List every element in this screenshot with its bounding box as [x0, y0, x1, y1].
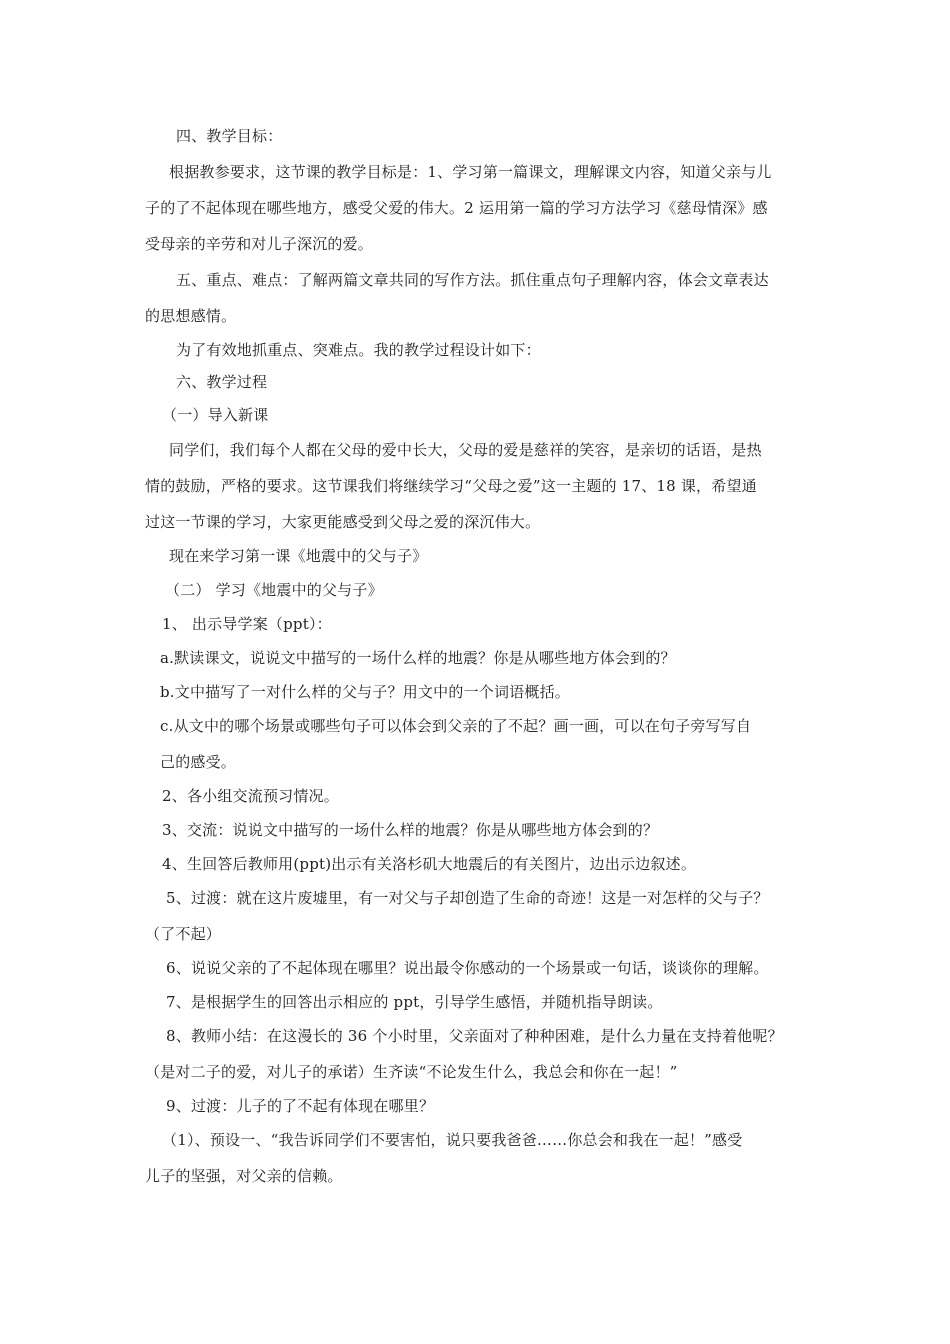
paragraph-line: 子的了不起体现在哪些地方，感受父爱的伟大。2 运用第一篇的学习方法学习《慈母情深》感: [145, 199, 768, 217]
subsection-heading: （一）导入新课: [162, 406, 269, 424]
section-heading-teaching-process: 六、教学过程: [176, 373, 268, 391]
paragraph-line: 的思想感情。: [145, 307, 237, 325]
paragraph-line: 为了有效地抓重点、突难点。我的教学过程设计如下：: [176, 341, 541, 359]
list-item: 6、说说父亲的了不起体现在哪里？说出最令你感动的一个场景或一句话，谈谈你的理解。: [166, 959, 769, 977]
list-item: 2、各小组交流预习情况。: [162, 787, 339, 805]
list-item: 5、过渡：就在这片废墟里，有一对父与子却创造了生命的奇迹！这是一对怎样的父与子？: [166, 889, 769, 907]
paragraph-line: 过这一节课的学习，大家更能感受到父母之爱的深沉伟大。: [145, 513, 541, 531]
list-item: 4、生回答后教师用(ppt)出示有关洛杉矶大地震后的有关图片，边出示边叙述。: [162, 855, 697, 873]
paragraph-line: 同学们，我们每个人都在父母的爱中长大，父母的爱是慈祥的笑容，是亲切的话语，是热: [169, 441, 762, 459]
list-item: 9、过渡：儿子的了不起有体现在哪里？: [166, 1097, 435, 1115]
list-item-continuation: （了不起）: [145, 925, 222, 943]
list-item-continuation: （是对二子的爱，对儿子的承诺）生齐读“不论发生什么，我总会和你在一起！”: [145, 1063, 678, 1081]
paragraph-line: 情的鼓励，严格的要求。这节课我们将继续学习“父母之爱”这一主题的 17、18 课，希望通: [145, 477, 757, 495]
list-item: 3、交流：说说文中描写的一场什么样的地震？你是从哪些地方体会到的？: [162, 821, 659, 839]
list-item: b.文中描写了一对什么样的父与子？用文中的一个词语概括。: [160, 683, 570, 701]
subsection-heading: （二） 学习《地震中的父与子》: [165, 581, 383, 599]
paragraph-line: 受母亲的辛劳和对儿子深沉的爱。: [145, 235, 374, 253]
section-heading-teaching-goals: 四、教学目标：: [176, 127, 283, 145]
list-item-continuation: 己的感受。: [160, 753, 237, 771]
list-item: a.默读课文，说说文中描写的一场什么样的地震？你是从哪些地方体会到的？: [160, 649, 676, 667]
list-item: 8、教师小结：在这漫长的 36 个小时里，父亲面对了种种困难，是什么力量在支持着他呢？: [166, 1027, 783, 1045]
paragraph-line: 现在来学习第一课《地震中的父与子》: [169, 547, 428, 565]
list-item: （1）、预设一、“我告诉同学们不要害怕，说只要我爸爸……你总会和我在一起！”感受: [162, 1131, 743, 1149]
list-item: 1、 出示导学案（ppt）：: [162, 615, 332, 633]
section-heading-key-points: 五、重点、难点：了解两篇文章共同的写作方法。抓住重点句子理解内容，体会文章表达: [176, 271, 769, 289]
list-item: 7、是根据学生的回答出示相应的 ppt，引导学生感悟，并随机指导朗读。: [166, 993, 663, 1011]
list-item: c.从文中的哪个场景或哪些句子可以体会到父亲的了不起？画一画，可以在句子旁写写自: [160, 717, 752, 735]
paragraph-line: 根据教参要求，这节课的教学目标是：1、学习第一篇课文，理解课文内容，知道父亲与儿: [169, 163, 772, 181]
list-item-continuation: 儿子的坚强，对父亲的信赖。: [145, 1167, 343, 1185]
